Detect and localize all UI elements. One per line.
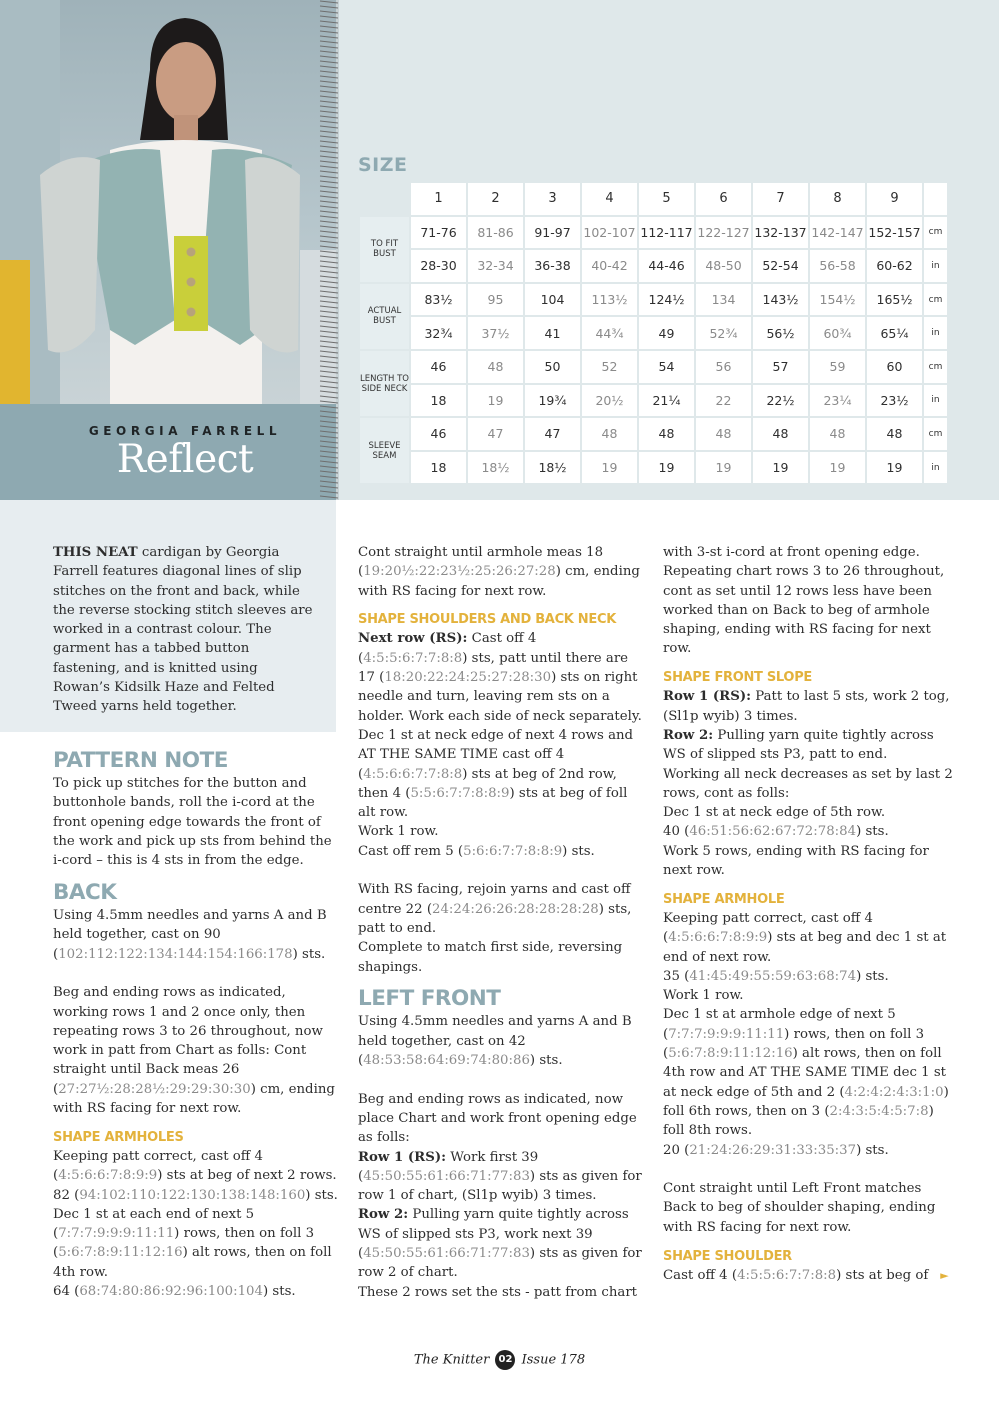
table-cell: 56½ [753,317,808,349]
neck-decreases: Working all neck decreases as set by last 2 rows, cont as folls: [663,766,953,801]
cast-off-rem: Cast off rem 5 (5:6:6:7:7:8:8:9) sts. [358,843,595,859]
spiral-binding-decoration [318,0,340,530]
unit-in: in [924,317,947,349]
size-cell: 6 [696,183,751,215]
table-cell: 28-30 [411,250,466,282]
table-cell: 41 [525,317,580,349]
size-cell: 8 [810,183,865,215]
table-cell: 124½ [639,284,694,316]
table-cell: 47 [525,418,580,450]
next-row-instruction: Next row (RS): Cast off 4 (4:5:5:6:7:7:8:8) sts, patt until there are 17 (18:20:22:24:25:27:28:30) sts on right needle and turn, leaving rem sts on a holder. Work each side of neck separately. [358,631,642,724]
table-cell: 46 [411,418,466,450]
table-cell: 52-54 [753,250,808,282]
armhole-dec: Dec 1 st at armhole edge of next 5 (7:7:7:9:9:9:11:11) rows, then on foll 3 (5:6:7:8:9:11:12:16) alt rows, then on foll 4th row and AT THE SAME TIME dec 1 st at neck edge of 5th and 2 (4:2:4:2:4:3:1:0) foll 6th rows, then on 3 (2:4:3:5:4:5:7:8) foll 8th rows. [663,1007,949,1139]
table-cell: 142-147 [810,217,865,249]
size-cell: 1 [411,183,466,215]
size-row-length-in [360,385,947,417]
table-cell: 50 [525,351,580,383]
size-table [358,181,949,485]
table-cell: 20½ [582,385,637,417]
table-cell: 48 [810,418,865,450]
stitch-count-35: 35 (41:45:49:55:59:63:68:74) sts. [663,968,889,984]
unit-cm: cm [924,284,947,316]
table-cell: 81-86 [468,217,523,249]
row-label-length: LENGTH TO SIDE NECK [360,351,409,416]
table-cell: 46 [411,351,466,383]
table-cell: 48 [753,418,808,450]
table-cell: 19 [582,452,637,484]
table-cell: 59 [810,351,865,383]
dec-5th-row: Dec 1 st at neck edge of 5th row. [663,805,886,821]
armhole-castoff: Keeping patt correct, cast off 4 (4:5:6:6:7:8:9:9) sts at beg and dec 1 st at end of next row. [663,910,947,965]
row-label-to-fit-bust: TO FIT BUST [360,217,409,282]
unit-in: in [924,250,947,282]
table-cell: 113½ [582,284,637,316]
table-cell: 19 [753,452,808,484]
table-cell: 112-117 [639,217,694,249]
unit-cm: cm [924,351,947,383]
table-cell: 49 [639,317,694,349]
table-cell: 134 [696,284,751,316]
table-cell: 44-46 [639,250,694,282]
table-cell: 48 [639,418,694,450]
size-row-actual-bust-in [360,317,947,349]
intro-text: cardigan by Georgia Farrell features diagonal lines of slip stitches on the front and back, while the reverse stocking stitch sleeves are worked in a contrast colour. The garment has a tabbed button fastening, and is knitted using Rowan’s Kidsilk Haze and Felted Tweed yarns held together. [53,545,313,715]
size-cell: 2 [468,183,523,215]
table-cell: 165½ [867,284,922,316]
magazine-name: The Knitter [413,1352,490,1368]
table-cell: 91-97 [525,217,580,249]
pattern-title: Reflect [116,437,254,482]
table-cell: 65¼ [867,317,922,349]
back-pattern: Beg and ending rows as indicated, working rows 1 and 2 once only, then repeating rows 3 to 26 throughout, now work in patt from Chart as folls: Cont straight until Back meas 26 (27:27½:28:28½:29:29:30:30) cm, ending with RS facing for next row. [53,985,335,1117]
designer-name: GEORGIA FARRELL [88,424,282,438]
table-cell: 18 [411,385,466,417]
size-row-to-fit-bust-in [360,250,947,282]
table-cell: 47 [468,418,523,450]
model-photo [0,0,336,404]
table-cell: 104 [525,284,580,316]
issue-number: Issue 178 [521,1352,586,1368]
table-cell: 52¾ [696,317,751,349]
shape-shoulder-heading: SHAPE SHOULDER [663,1248,792,1264]
table-cell: 18 [411,452,466,484]
left-front-cast-on: Using 4.5mm needles and yarns A and B held together, cast on 42 (48:53:58:64:69:74:80:86) sts. [358,1014,632,1069]
back-armhole-count: 82 (94:102:110:122:130:138:148:160) sts. [53,1187,338,1203]
intro-lead: THIS NEAT [53,545,138,560]
table-cell: 23¼ [810,385,865,417]
page-number: 02 [495,1350,515,1370]
table-cell: 132-137 [753,217,808,249]
table-cell: 18½ [525,452,580,484]
table-cell: 54 [639,351,694,383]
back-armhole-final: 64 (68:74:80:86:92:96:100:104) sts. [53,1284,296,1300]
table-cell: 57 [753,351,808,383]
front-slope-row-2: Row 2: Pulling yarn quite tightly across WS of slipped sts P3, patt to end. [663,727,934,763]
rejoin-yarns: With RS facing, rejoin yarns and cast off centre 22 (24:24:26:26:28:28:28:28) sts, patt to end. [358,882,632,936]
column-2 [358,543,644,1302]
size-cell: 7 [753,183,808,215]
cont-straight-left-front: Cont straight until Left Front matches Back to beg of shoulder shaping, ending with RS facing for next row. [663,1181,936,1235]
left-front-row-2: Row 2: Pulling yarn quite tightly across WS of slipped sts P3, work next 39 (45:50:55:61:66:71:77:83) sts as given for row 2 of chart. [358,1207,642,1281]
size-row-to-fit-bust-cm [360,217,947,249]
table-cell: 154½ [810,284,865,316]
table-cell: 48 [696,418,751,450]
column-1 [53,748,338,1301]
table-cell: 143½ [753,284,808,316]
table-cell: 23½ [867,385,922,417]
back-cont-straight: Cont straight until armhole meas 18 (19:20½:22:23½:25:26:27:28) cm, ending with RS facing for next row. [358,545,640,599]
row-label-actual-bust: ACTUAL BUST [360,284,409,349]
table-cell: 40-42 [582,250,637,282]
complete-match: Complete to match first side, reversing shapings. [358,940,623,975]
shape-armhole-heading: SHAPE ARMHOLE [663,891,785,907]
size-row-sleeve-cm [360,418,947,450]
model-illustration [0,0,336,404]
size-cell: 9 [867,183,922,215]
shoulder-castoff: Cast off 4 (4:5:5:6:7:7:8:8) sts at beg of ► [663,1267,949,1283]
table-cell: 19 [810,452,865,484]
table-cell: 48 [867,418,922,450]
size-cell: 4 [582,183,637,215]
back-armhole-castoff: Keeping patt correct, cast off 4 (4:5:6:6:7:8:9:9) sts at beg of next 2 rows. [53,1148,337,1184]
table-cell: 19 [696,452,751,484]
table-cell: 21¼ [639,385,694,417]
table-cell: 22½ [753,385,808,417]
table-cell: 44¾ [582,317,637,349]
unit-in: in [924,452,947,484]
work-1-row: Work 1 row. [663,988,744,1004]
size-heading: SIZE [358,154,408,176]
table-cell: 60-62 [867,250,922,282]
left-front-heading: LEFT FRONT [358,986,501,1012]
size-cell: 3 [525,183,580,215]
neck-dec-instruction: Dec 1 st at neck edge of next 4 rows and AT THE SAME TIME cast off 4 (4:5:6:6:7:7:8:8) sts at beg of 2nd row, then 4 (5:5:6:7:7:8:8:9) sts at beg of foll alt row. [358,727,634,821]
table-cell: 19 [468,385,523,417]
table-cell: 19 [639,452,694,484]
back-heading: BACK [53,880,117,906]
table-cell: 95 [468,284,523,316]
unit-cm: cm [924,217,947,249]
work-one-row: Work 1 row. [358,824,439,840]
table-cell: 32¾ [411,317,466,349]
left-front-row-1: Row 1 (RS): Work first 39 (45:50:55:61:66:71:77:83) sts as given for row 1 of chart, (Sl1p wyib) 3 times. [358,1149,642,1204]
table-cell: 48-50 [696,250,751,282]
table-cell: 52 [582,351,637,383]
pattern-note-text: To pick up stitches for the button and buttonhole bands, roll the i-cord at the front opening edge towards the front of the work and pick up sts from behind the i-cord – this is 4 sts in from the edge. [53,776,332,869]
unit-in: in [924,385,947,417]
these-rows-set: These 2 rows set the sts - patt from chart [358,1284,638,1300]
table-cell: 19¾ [525,385,580,417]
table-cell: 48 [582,418,637,450]
table-cell: 22 [696,385,751,417]
intro-paragraph [53,543,313,717]
size-row-length-cm [360,351,947,383]
pattern-note-heading: PATTERN NOTE [53,748,228,773]
table-cell: 56-58 [810,250,865,282]
table-cell: 83½ [411,284,466,316]
table-cell: 19 [867,452,922,484]
row-label-sleeve-seam: SLEEVE SEAM [360,418,409,483]
table-cell: 122-127 [696,217,751,249]
page-footer [0,1350,999,1370]
size-row-sizes [360,183,947,215]
table-cell: 56 [696,351,751,383]
size-row-sleeve-in [360,452,947,484]
back-armhole-dec: Dec 1 st at each end of next 5 (7:7:7:9:9:9:11:11) rows, then on foll 3 (5:6:7:8:9:11:12:16) alt rows, then on foll 4th row. [53,1206,332,1280]
table-cell: 36-38 [525,250,580,282]
table-cell: 32-34 [468,250,523,282]
unit-cm: cm [924,418,947,450]
stitch-count-20: 20 (21:24:26:29:31:33:35:37) sts. [663,1142,889,1158]
table-cell: 60¾ [810,317,865,349]
front-slope-row-1: Row 1 (RS): Patt to last 5 sts, work 2 tog, (Sl1p wyib) 3 times. [663,689,950,724]
stitch-count-40: 40 (46:51:56:62:67:72:78:84) sts. [663,824,889,840]
size-row-actual-bust-cm [360,284,947,316]
table-cell: 71-76 [411,217,466,249]
left-front-chart: Beg and ending rows as indicated, now place Chart and work front opening edge as folls: [358,1091,637,1146]
table-cell: 102-107 [582,217,637,249]
icord-continue: with 3-st i-cord at front opening edge. Repeating chart rows 3 to 26 throughout, cont as set until 12 rows less have been worked than on Back to beg of armhole shaping, ending with RS facing for next row. [663,545,945,657]
work-5-rows: Work 5 rows, ending with RS facing for next row. [663,843,929,879]
table-cell: 37½ [468,317,523,349]
column-3 [663,543,953,1285]
back-cast-on: Using 4.5mm needles and yarns A and B held together, cast on 90 (102:112:122:134:144:154:166:178) sts. [53,908,327,962]
shape-armholes-heading: SHAPE ARMHOLES [53,1129,184,1145]
table-cell: 18½ [468,452,523,484]
table-cell: 48 [468,351,523,383]
size-cell: 5 [639,183,694,215]
shape-shoulders-heading: SHAPE SHOULDERS AND BACK NECK [358,612,616,628]
shape-front-slope-heading: SHAPE FRONT SLOPE [663,670,812,686]
table-cell: 60 [867,351,922,383]
continue-arrow-icon: ► [940,1268,949,1282]
table-cell: 152-157 [867,217,922,249]
